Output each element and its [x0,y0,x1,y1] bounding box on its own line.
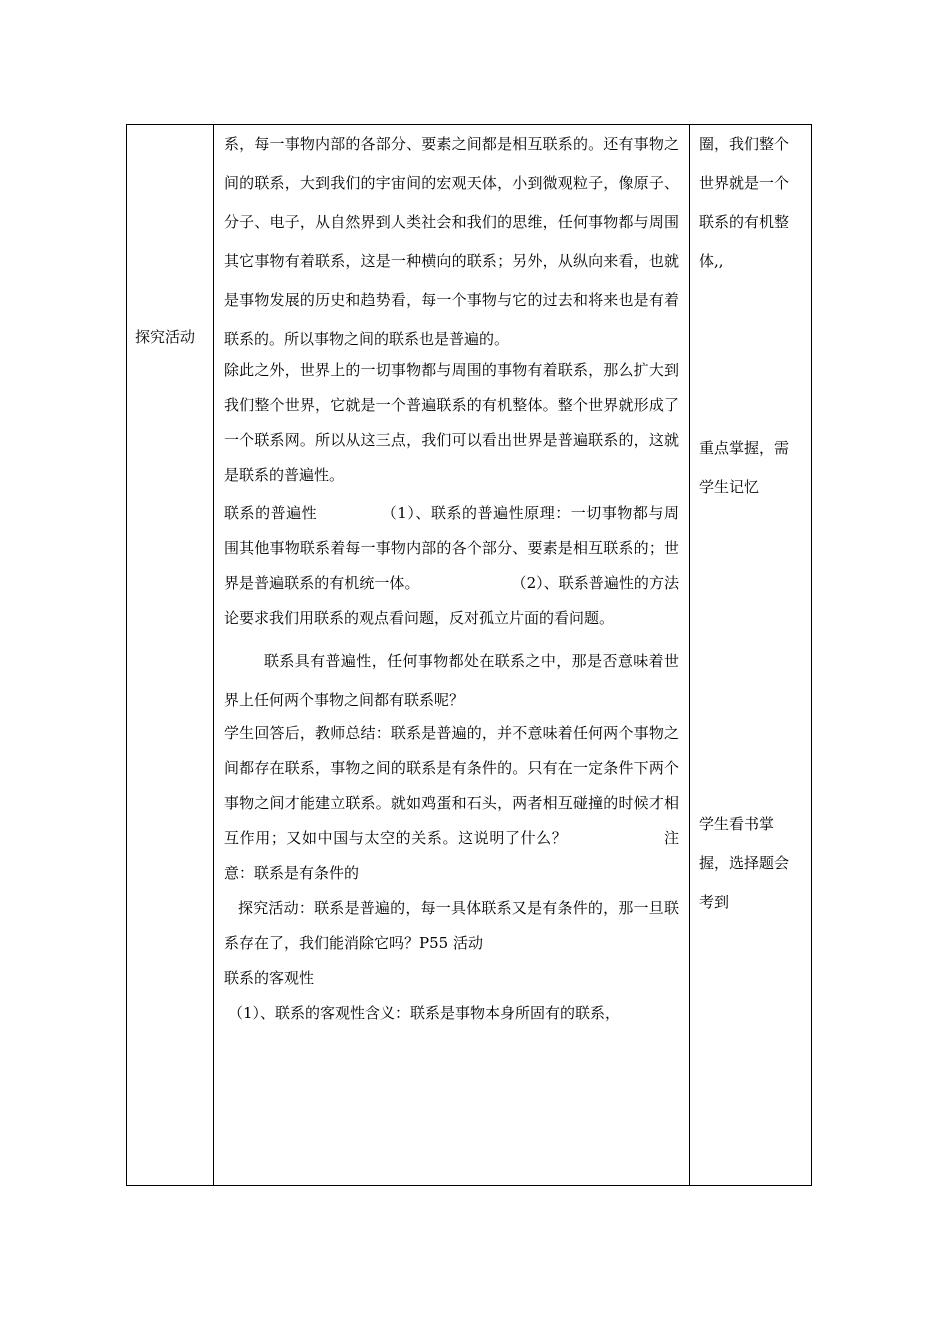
lesson-table [126,124,812,1186]
paragraph-question [224,642,679,720]
objectivity-heading: 联系的客观性 [224,969,315,987]
notes-column [690,125,811,1185]
universality-item-2: （2）、联系普遍性的方法论要求我们用联系的观点看问题，反对孤立片面的看问题。 [224,574,679,627]
paragraph-universality-principle [224,496,679,636]
question-text: 联系具有普遍性，任何事物都处在联系之中，那是否意味着世界上任何两个事物之间都有联系呢？ [224,652,679,709]
objectivity-definition: （1）、联系的客观性含义：联系是事物本身所固有的联系， [228,1004,621,1022]
note-read-textbook: 学生看书掌握，选择题会考到 [699,815,790,911]
paragraph-universality-intro: 系，每一事物内部的各部分、要素之间都是相互联系的。还有事物之间的联系，大到我们的宇宙间的宏观天体，小到微观粒子，像原子、分子、电子，从自然界到人类社会和我们的思维，任何事物都与周围其它事物有着联系，这是一种横向的联系；另外，从纵向来看，也就是事物发展的历史和趋势看，每一个事物与它的过去和将来也是有着联系的。所以事物之间的联系也是普遍的。 [224,135,679,348]
paragraph-world-network: 除此之外，世界上的一切事物都与周围的事物有着联系，那么扩大到我们整个世界，它就是一个普遍联系的有机整体。整个世界就形成了一个联系网。所以从这三点，我们可以看出世界是普遍联系的，这就是联系的普遍性。 [224,361,679,484]
note-key-point: 重点掌握，需学生记忆 [699,439,790,496]
content-column [214,125,690,1185]
universality-heading: 联系的普遍性 [224,504,318,522]
conditional-note: 注意：联系是有条件的 [224,829,679,882]
universality-item-1: （1）、联系的普遍性原理：一切事物都与周围其他事物联系着每一事物内部的各个部分、要素是相互联系的；世界是普遍联系的有机统一体。 [224,504,679,592]
paragraph-exploration-activity: 探究活动：联系是普遍的，每一具体联系又是有条件的，那一旦联系存在了，我们能消除它吗？P55 活动 [224,899,679,952]
note-whole-world: 圈，我们整个世界就是一个联系的有机整体,, [699,135,790,270]
summary-text: 学生回答后，教师总结：联系是普遍的，并不意味着任何两个事物之间都存在联系，事物之间的联系是有条件的。只有在一定条件下两个事物之间才能建立联系。就如鸡蛋和石头，两者相互碰撞的时候才相互作用；又如中国与太空的关系。这说明了什么？ [224,724,679,847]
paragraph-teacher-summary [224,716,679,891]
stage-label: 探究活动 [135,328,196,346]
stage-column [127,125,214,1185]
